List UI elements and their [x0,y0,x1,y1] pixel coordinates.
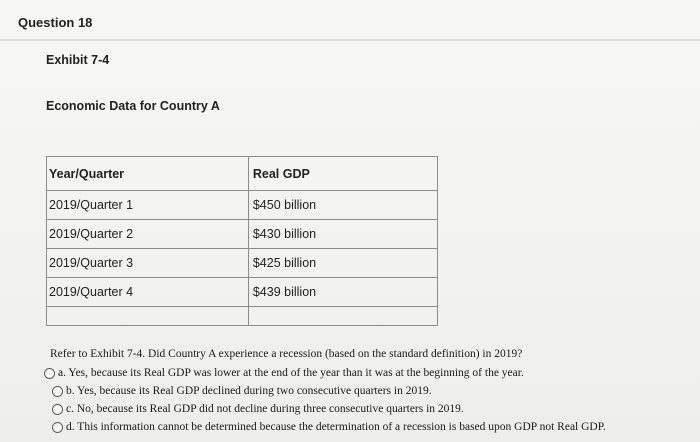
table-cell-quarter: 2019/Quarter 2 [47,220,249,249]
table-row [47,220,438,249]
data-table-title: Economic Data for Country A [46,99,220,113]
radio-button-icon[interactable] [52,404,63,415]
table-cell-gdp: $439 billion [248,278,437,307]
answer-option-label: b. Yes, because its Real GDP declined during two consecutive quarters in 2019. [66,385,432,397]
answer-option-d[interactable] [52,418,606,436]
radio-button-icon[interactable] [52,386,63,397]
answer-option-label: c. No, because its Real GDP did not decline during three consecutive quarters in 2019. [66,403,464,415]
table-row [47,278,438,307]
table-row-empty [47,307,438,326]
answer-option-label: d. This information cannot be determined because the determination of a recession is based upon GDP not Real GDP. [66,421,606,433]
table-cell-quarter: 2019/Quarter 4 [47,278,249,307]
table-header-row [47,157,438,191]
table-cell-quarter: 2019/Quarter 3 [47,249,249,278]
radio-button-icon[interactable] [52,422,63,433]
table-cell-quarter: 2019/Quarter 1 [47,191,249,220]
gdp-table [46,156,438,326]
table-cell-gdp: $430 billion [248,220,437,249]
header-divider [0,39,700,41]
answer-option-b[interactable] [52,382,606,400]
table-cell-gdp: $450 billion [248,191,437,220]
table-cell-empty [47,307,249,326]
radio-button-icon[interactable] [44,368,55,379]
question-text: Refer to Exhibit 7-4. Did Country A experience a recession (based on the standard definition) in 2019? [50,348,523,360]
exhibit-title: Exhibit 7-4 [46,53,110,67]
table-cell-gdp: $425 billion [248,249,437,278]
answer-option-a[interactable] [44,364,606,382]
column-header-real-gdp: Real GDP [248,157,437,191]
table-cell-empty [248,307,437,326]
table-row [47,249,438,278]
table-row [47,191,438,220]
column-header-year-quarter: Year/Quarter [47,157,249,191]
answer-option-label: a. Yes, because its Real GDP was lower at the end of the year than it was at the beginning of the year. [58,367,524,379]
answer-option-c[interactable] [52,400,606,418]
answer-options [44,364,606,436]
question-header: Question 18 [18,15,93,30]
